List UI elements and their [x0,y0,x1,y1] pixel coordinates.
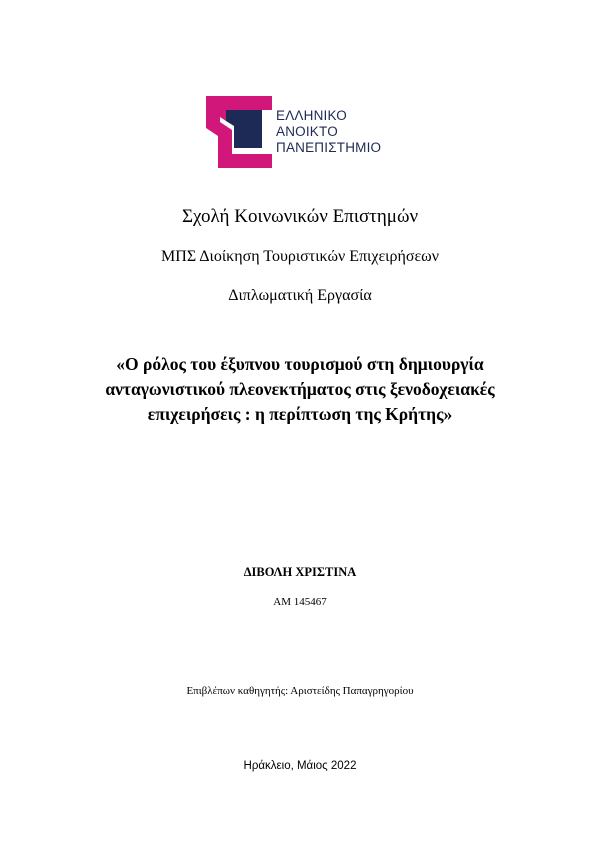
logo-line-2: ΑΝΟΙΚΤΟ [276,124,338,139]
university-logo [206,96,396,168]
school-name: Σχολή Κοινωνικών Επιστημών [181,206,419,227]
university-logo-mark-icon [206,96,272,168]
place-date: Ηράκλειο, Μάιος 2022 [243,760,357,772]
logo-line-3: ΠΑΝΕΠΙΣΤΗΜΙΟ [276,140,382,155]
student-id: ΑΜ 145467 [273,596,327,608]
thesis-title [60,352,540,427]
document-type: Διπλωματική Εργασία [228,287,372,304]
logo-line-1: ΕΛΛΗΝΙΚΟ [276,108,347,123]
program-name: ΜΠΣ Διοίκηση Τουριστικών Επιχειρήσεων [161,248,439,265]
author-name: ΔΙΒΟΛΗ ΧΡΙΣΤΙΝΑ [243,565,357,579]
thesis-title-line: επιχειρήσεις : η περίπτωση της Κρήτης» [147,404,453,424]
thesis-title-line: «Ο ρόλος του έξυπνου τουρισμού στη δημιουργία [116,354,484,374]
thesis-title-line: ανταγωνιστικού πλεονεκτήματος στις ξενοδοχειακές [105,379,495,399]
supervisor: Επιβλέπων καθηγητής: Αριστείδης Παπαγρηγορίου [186,685,414,697]
university-logo-text [276,108,381,156]
